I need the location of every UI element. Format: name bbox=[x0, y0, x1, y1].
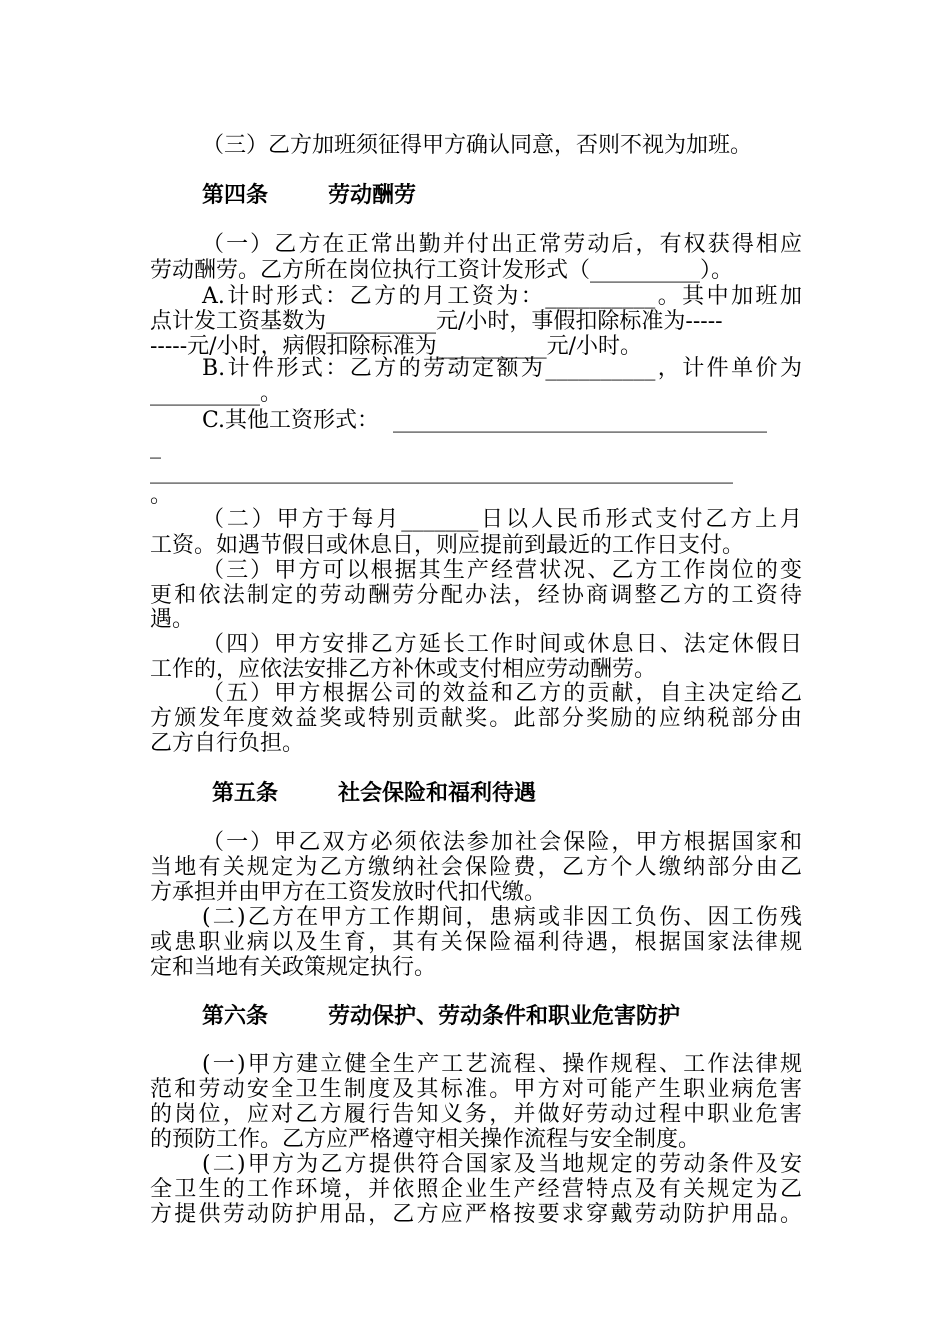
paragraph-line: （一）乙方在正常出勤并付出正常劳动后，有权获得相应 bbox=[202, 232, 802, 257]
paragraph-line: 方提供劳动防护用品，乙方应严格按要求穿戴劳动防护用品。 bbox=[150, 1202, 802, 1227]
paragraph-line: （二）甲方于每月_______日以人民币形式支付乙方上月 bbox=[202, 507, 802, 532]
paragraph-line: 全卫生的工作环境，并依照企业生产经营特点及有关规定为乙 bbox=[150, 1177, 802, 1202]
paragraph-line: A.计时形式：乙方的月工资为：__________。其中加班加 bbox=[202, 284, 802, 309]
paragraph-line: 范和劳动安全卫生制度及其标准。甲方对可能产生职业病危害 bbox=[150, 1077, 802, 1102]
paragraph-line: __________。 bbox=[150, 381, 283, 406]
paragraph-line: 方承担并由甲方在工资发放时代扣代缴。 bbox=[150, 880, 547, 905]
article-5-heading bbox=[212, 780, 536, 806]
article-title: 劳动酬劳 bbox=[328, 182, 417, 208]
paragraph-line: 劳动酬劳。乙方所在岗位执行工资计发形式（__________）。 bbox=[150, 258, 734, 283]
paragraph-line: 定和当地有关政策规定执行。 bbox=[150, 955, 437, 980]
paragraph-line: (二)乙方在甲方工作期间，患病或非因工负伤、因工伤残 bbox=[202, 905, 802, 930]
article-number: 第五条 bbox=[212, 780, 279, 806]
paragraph-line: 乙方自行负担。 bbox=[150, 731, 305, 756]
paragraph-line: 或患职业病以及生育，其有关保险福利待遇，根据国家法律规 bbox=[150, 930, 802, 955]
paragraph-line: 的预防工作。乙方应严格遵守相关操作流程与安全制度。 bbox=[150, 1127, 701, 1152]
article-title: 社会保险和福利待遇 bbox=[338, 780, 537, 806]
paragraph-line: 。 bbox=[150, 483, 173, 508]
paragraph-line: -----元/小时，病假扣除标准为__________元/小时。 bbox=[150, 334, 642, 359]
paragraph-line: （三）甲方可以根据其生产经营状况、乙方工作岗位的变 bbox=[202, 558, 802, 583]
paragraph-line: C.其他工资形式： __________________________________ bbox=[202, 408, 768, 433]
paragraph-line: （一）甲乙双方必须依法参加社会保险，甲方根据国家和 bbox=[202, 830, 802, 855]
paragraph-line: 工作的，应依法安排乙方补休或支付相应劳动酬劳。 bbox=[150, 657, 657, 682]
paragraph-line: （四）甲方安排乙方延长工作时间或休息日、法定休假日 bbox=[202, 632, 802, 657]
article-6-heading bbox=[202, 1003, 680, 1029]
paragraph-line: (一)甲方建立健全生产工艺流程、操作规程、工作法律规 bbox=[202, 1052, 802, 1077]
article-number: 第四条 bbox=[202, 182, 269, 208]
paragraph-line: 当地有关规定为乙方缴纳社会保险费，乙方个人缴纳部分由乙 bbox=[150, 855, 802, 880]
paragraph-line: （三）乙方加班须征得甲方确认同意，否则不视为加班。 bbox=[202, 133, 753, 158]
paragraph-line: (二)甲方为乙方提供符合国家及当地规定的劳动条件及安 bbox=[202, 1152, 802, 1177]
paragraph-line: 的岗位，应对乙方履行告知义务，并做好劳动过程中职业危害 bbox=[150, 1102, 802, 1127]
article-number: 第六条 bbox=[202, 1003, 269, 1029]
paragraph-line: _____________________________________________________ bbox=[150, 459, 733, 484]
paragraph-line: （五）甲方根据公司的效益和乙方的贡献，自主决定给乙 bbox=[202, 681, 802, 706]
paragraph-line: B.计件形式：乙方的劳动定额为__________，计件单价为 bbox=[202, 356, 802, 381]
paragraph-line: 遇。 bbox=[150, 607, 195, 632]
paragraph-line: _ bbox=[150, 434, 161, 459]
paragraph-line: 工资。如遇节假日或休息日，则应提前到最近的工作日支付。 bbox=[150, 533, 745, 558]
article-title: 劳动保护、劳动条件和职业危害防护 bbox=[328, 1003, 681, 1029]
paragraph-line: 更和依法制定的劳动酬劳分配办法，经协商调整乙方的工资待 bbox=[150, 583, 802, 608]
article-4-heading bbox=[202, 182, 416, 208]
paragraph-line: 点计发工资基数为__________元/小时，事假扣除标准为----- bbox=[150, 309, 723, 334]
paragraph-line: 方颁发年度效益奖或特别贡献奖。此部分奖励的应纳税部分由 bbox=[150, 706, 802, 731]
